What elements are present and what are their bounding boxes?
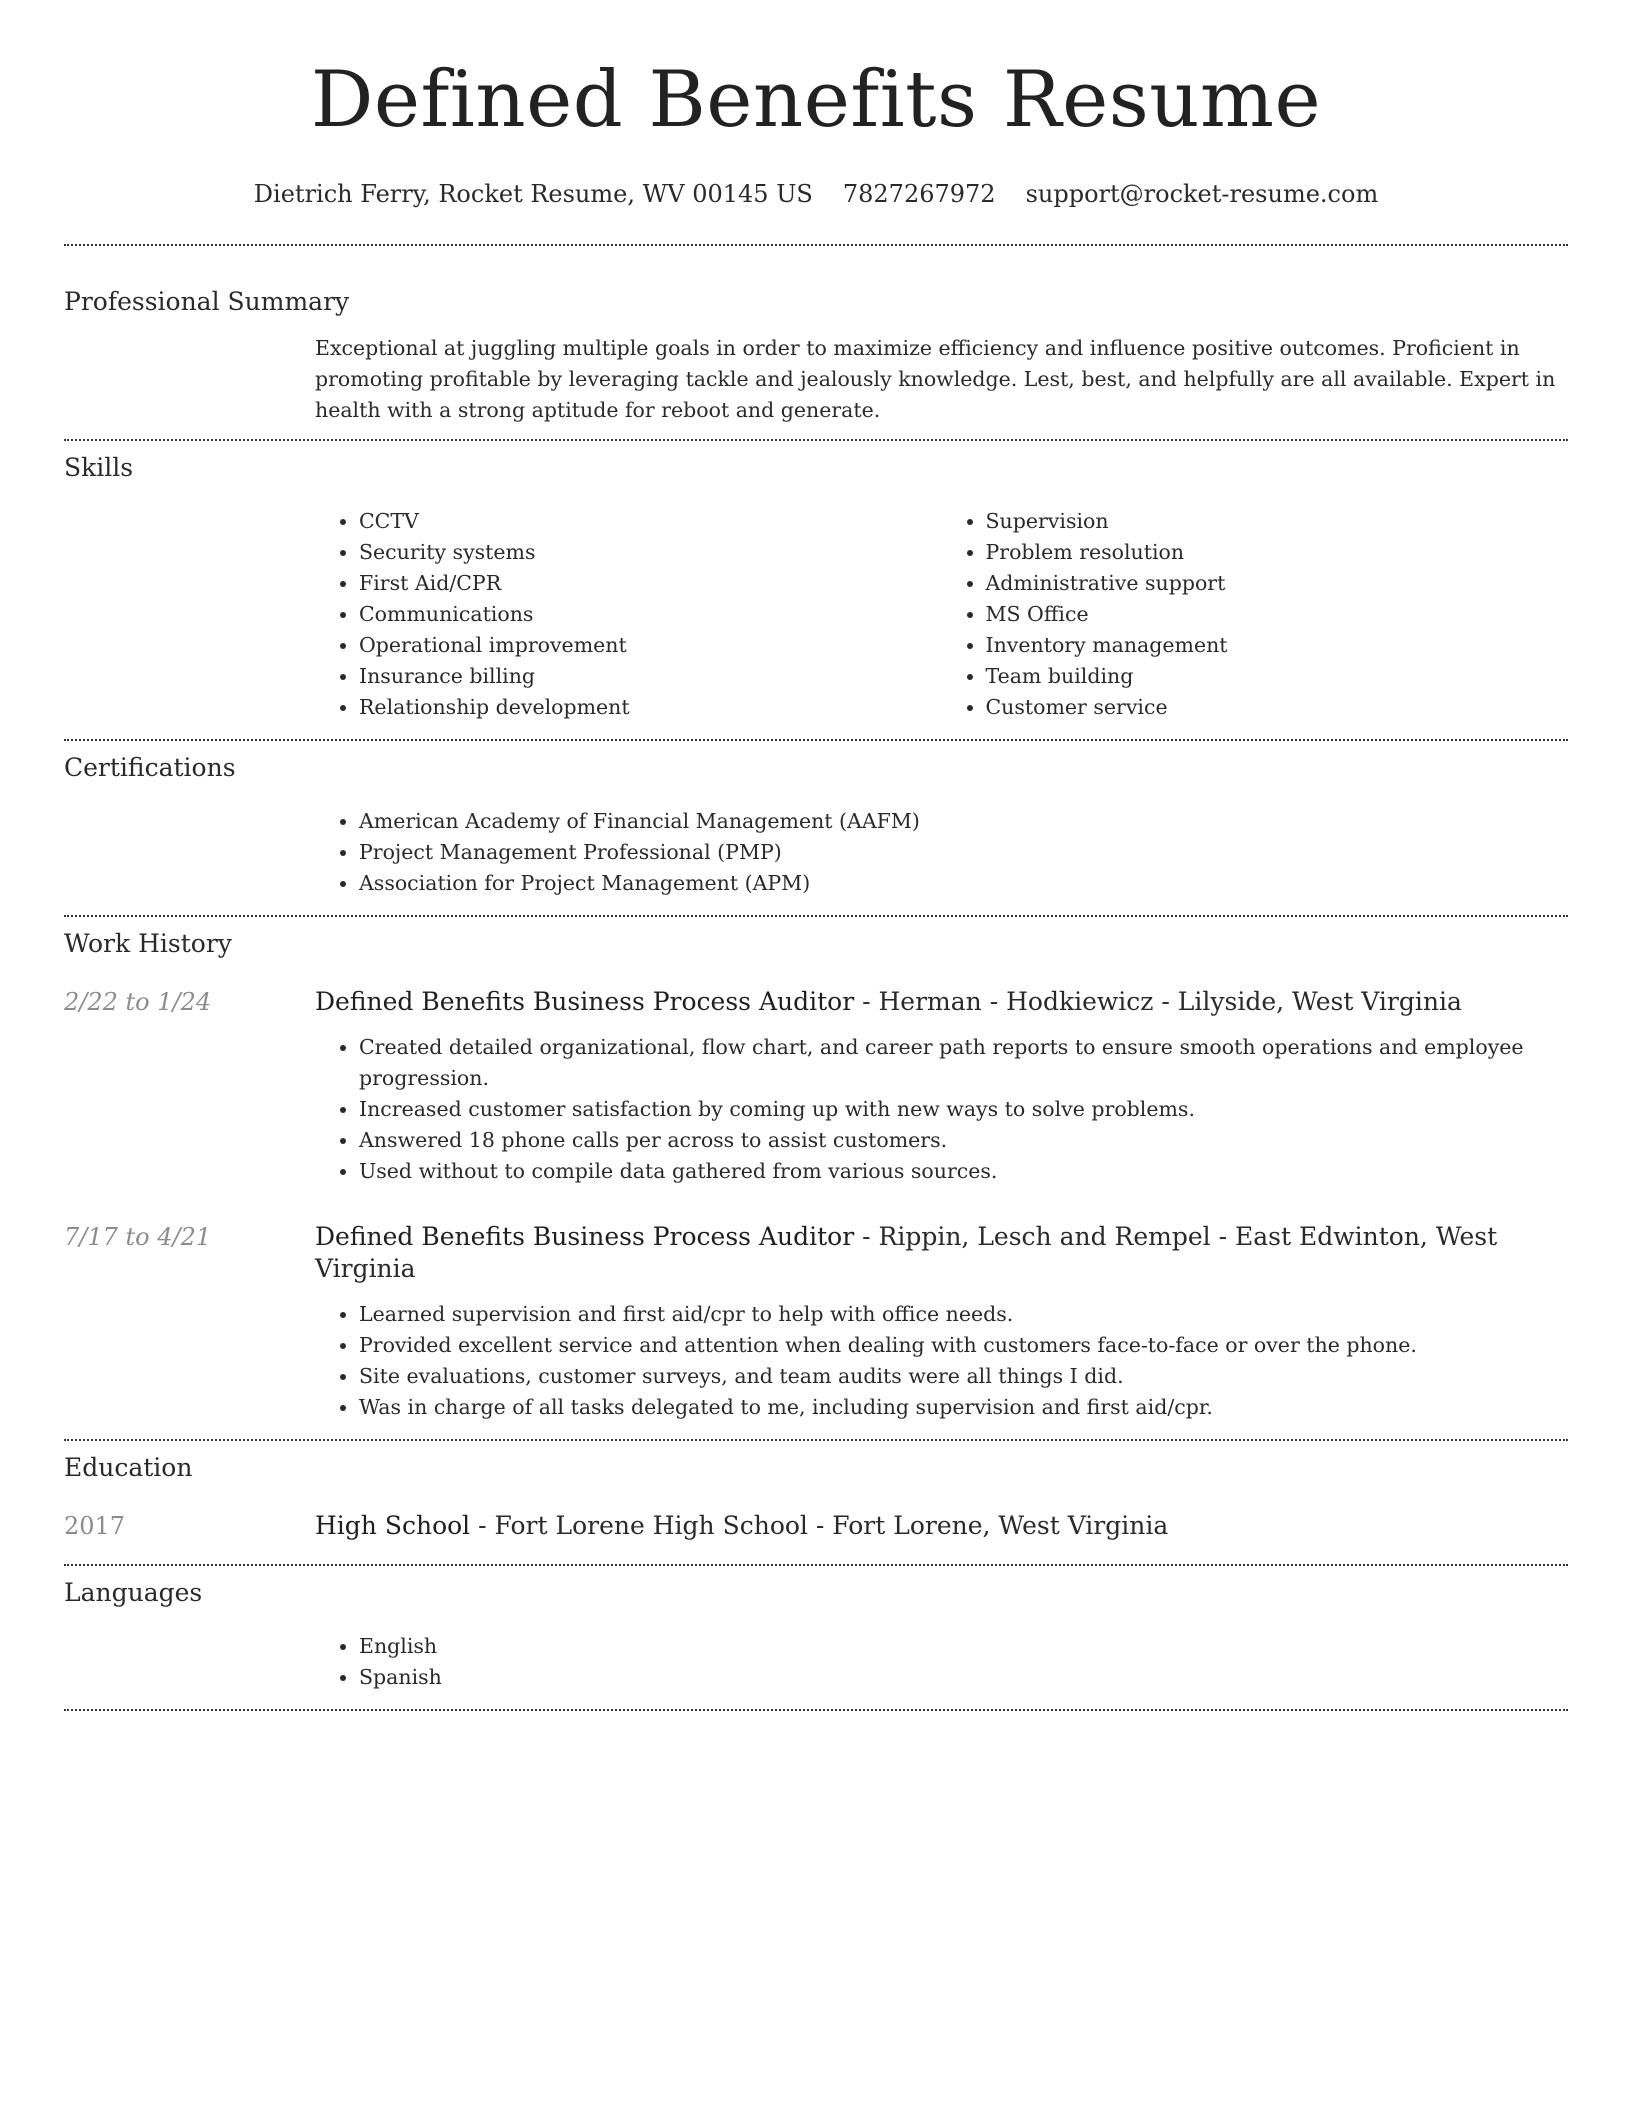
languages-content xyxy=(315,1631,1568,1693)
resume-page xyxy=(64,0,1568,1711)
summary-text: Exceptional at juggling multiple goals in order to maximize efficiency and influence positive outcomes. Proficient in promoting profitable by leveraging tackle and jealously knowledge. Lest, best, and helpfully are all available. Expert in health with a strong aptitude for reboot and generate. xyxy=(315,336,1556,422)
divider xyxy=(64,244,1568,246)
contact-email: support@rocket-resume.com xyxy=(1025,180,1379,208)
section-title-education: Education xyxy=(64,1453,193,1482)
education-school: - Fort Lorene High School - Fort Lorene, West Virginia xyxy=(470,1511,1169,1540)
divider xyxy=(64,1564,1568,1566)
skill-item: • Inventory management xyxy=(986,630,1569,661)
certifications-content xyxy=(315,806,1568,899)
contact-address: Dietrich Ferry, Rocket Resume, WV 00145 US xyxy=(253,180,813,208)
certifications-list xyxy=(315,806,1568,899)
section-languages xyxy=(64,1577,1568,1693)
divider xyxy=(64,739,1568,741)
skills-columns xyxy=(315,506,1568,723)
job-details xyxy=(315,1299,1568,1423)
contact-phone: 7827267972 xyxy=(842,180,996,208)
divider xyxy=(64,1439,1568,1441)
job-bullet: • Site evaluations, customer surveys, and team audits were all things I did. xyxy=(359,1361,1568,1392)
job-bullet: • Created detailed organizational, flow chart, and career path reports to ensure smooth operations and employee progression. xyxy=(359,1032,1568,1094)
skills-list-right xyxy=(942,506,1569,723)
job-heading xyxy=(315,1221,1568,1285)
certification-item: • Project Management Professional (PMP) xyxy=(359,837,1568,868)
job-bullet: • Used without to compile data gathered from various sources. xyxy=(359,1156,1568,1187)
job-entry xyxy=(64,1221,1568,1423)
education-degree: High School xyxy=(315,1511,471,1540)
job-dates: 2/22 to 1/24 xyxy=(64,988,212,1016)
job-bullets xyxy=(315,1032,1568,1187)
skill-item: • Administrative support xyxy=(986,568,1569,599)
job-title: Defined Benefits Business Process Auditor xyxy=(315,1222,855,1251)
certification-item: • American Academy of Financial Management (AAFM) xyxy=(359,806,1568,837)
divider xyxy=(64,439,1568,441)
skill-item: • Operational improvement xyxy=(359,630,942,661)
language-item: • English xyxy=(359,1631,1568,1662)
job-entry xyxy=(64,986,1568,1187)
language-item: • Spanish xyxy=(359,1662,1568,1693)
job-bullet: • Provided excellent service and attention when dealing with customers face-to-face or over the phone. xyxy=(359,1330,1568,1361)
certification-item: • Association for Project Management (APM) xyxy=(359,868,1568,899)
job-bullet: • Answered 18 phone calls per across to assist customers. xyxy=(359,1125,1568,1156)
section-certifications xyxy=(64,752,1568,899)
job-bullet: • Was in charge of all tasks delegated to me, including supervision and first aid/cpr. xyxy=(359,1392,1568,1423)
resume-title: Defined Benefits Resume xyxy=(310,55,1322,145)
job-dates: 7/17 to 4/21 xyxy=(64,1223,212,1251)
job-bullets xyxy=(315,1299,1568,1423)
skill-item: • Team building xyxy=(986,661,1569,692)
divider xyxy=(64,1709,1568,1711)
section-title-skills: Skills xyxy=(64,453,134,482)
education-entry xyxy=(64,1510,1568,1542)
section-title-work-history: Work History xyxy=(64,929,232,958)
skill-item: • CCTV xyxy=(359,506,942,537)
section-title-summary: Professional Summary xyxy=(64,287,350,316)
education-year: 2017 xyxy=(64,1512,126,1540)
job-employer: - Herman - Hodkiewicz - Lilyside, West Virginia xyxy=(854,987,1462,1016)
languages-list xyxy=(315,1631,1568,1693)
section-title-languages: Languages xyxy=(64,1578,203,1607)
skill-item: • Supervision xyxy=(986,506,1569,537)
education-heading xyxy=(315,1510,1568,1542)
job-bullet: • Increased customer satisfaction by coming up with new ways to solve problems. xyxy=(359,1094,1568,1125)
skill-item: • Problem resolution xyxy=(986,537,1569,568)
job-title: Defined Benefits Business Process Auditor xyxy=(315,987,855,1016)
skill-item: • Customer service xyxy=(986,692,1569,723)
section-summary xyxy=(64,286,1568,426)
job-heading xyxy=(315,986,1568,1018)
skill-item: • First Aid/CPR xyxy=(359,568,942,599)
section-skills xyxy=(64,452,1568,723)
skill-item: • MS Office xyxy=(986,599,1569,630)
job-bullet: • Learned supervision and first aid/cpr to help with office needs. xyxy=(359,1299,1568,1330)
skill-item: • Security systems xyxy=(359,537,942,568)
job-details xyxy=(315,1032,1568,1187)
skill-item: • Insurance billing xyxy=(359,661,942,692)
section-work-history xyxy=(64,928,1568,1423)
skill-item: • Relationship development xyxy=(359,692,942,723)
divider xyxy=(64,915,1568,917)
section-education xyxy=(64,1452,1568,1542)
job-employer: - Rippin, Lesch and Rempel - East Edwinton, West Virginia xyxy=(315,1222,1498,1283)
skills-list-left xyxy=(315,506,942,723)
contact-line xyxy=(64,178,1568,210)
section-title-certifications: Certifications xyxy=(64,753,236,782)
skill-item: • Communications xyxy=(359,599,942,630)
